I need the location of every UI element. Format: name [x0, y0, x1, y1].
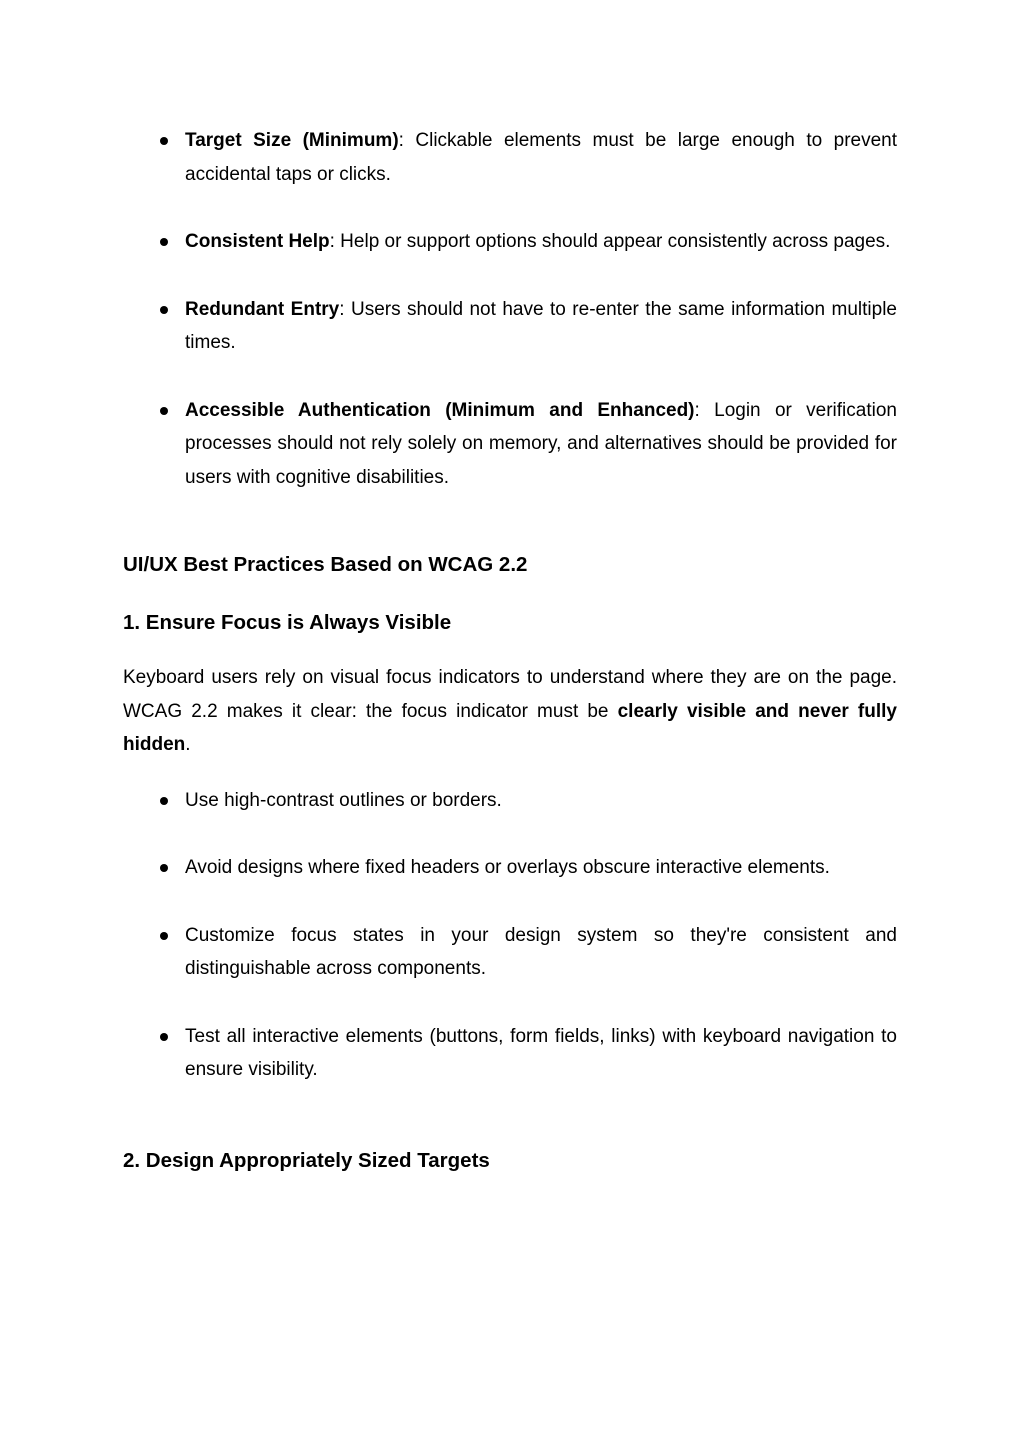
- bullet-icon: [160, 238, 168, 246]
- criterion-term: Accessible Authentication (Minimum and Enhanced): [185, 399, 695, 421]
- list-item: [123, 225, 897, 259]
- criterion-term: Redundant Entry: [185, 298, 340, 320]
- criterion-description: : Login or verification processes should not rely solely on memory, and alternatives should be provided for users with cognitive disabilities.: [185, 399, 897, 488]
- tip-text: Use high-contrast outlines or borders.: [185, 789, 502, 811]
- criterion-description: : Help or support options should appear consistently across pages.: [329, 231, 891, 252]
- bullet-icon: [160, 306, 168, 314]
- tip-text: Customize focus states in your design system so they're consistent and distinguishable across components.: [185, 924, 897, 979]
- paragraph-emphasis: clearly visible and never fully hidden: [123, 700, 897, 755]
- paragraph-text: .: [185, 734, 191, 755]
- bullet-icon: [160, 932, 168, 940]
- intro-paragraph: [123, 661, 897, 762]
- criterion-term: Consistent Help: [185, 231, 330, 252]
- bullet-icon: [160, 797, 168, 805]
- list-item: [123, 124, 897, 191]
- bullet-icon: [160, 137, 168, 145]
- criterion-description: : Clickable elements must be large enough to prevent accidental taps or clicks.: [185, 130, 897, 185]
- list-item: [123, 784, 897, 818]
- section-heading: UI/UX Best Practices Based on WCAG 2.2: [123, 553, 528, 576]
- focus-tips-list: [123, 784, 897, 1087]
- list-item: [123, 394, 897, 495]
- list-item: [123, 1020, 897, 1087]
- wcag-criteria-list: [123, 124, 897, 494]
- list-item: [123, 919, 897, 986]
- paragraph-text: Keyboard users rely on visual focus indicators to understand where they are on the page. WCAG 2.2 makes it clear: the focus indicator must be: [123, 667, 897, 722]
- list-item: [123, 851, 897, 885]
- criterion-term: Target Size (Minimum): [185, 130, 399, 151]
- bullet-icon: [160, 1033, 168, 1041]
- bullet-icon: [160, 864, 168, 872]
- subsection-1-heading: 1. Ensure Focus is Always Visible: [123, 611, 452, 634]
- tip-text: Test all interactive elements (buttons, form fields, links) with keyboard navigation to ensure visibility.: [185, 1025, 897, 1080]
- tip-text: Avoid designs where fixed headers or overlays obscure interactive elements.: [185, 857, 830, 878]
- criterion-description: : Users should not have to re-enter the same information multiple times.: [185, 298, 897, 353]
- subsection-2-heading: 2. Design Appropriately Sized Targets: [123, 1148, 490, 1172]
- bullet-icon: [160, 407, 168, 415]
- list-item: [123, 293, 897, 360]
